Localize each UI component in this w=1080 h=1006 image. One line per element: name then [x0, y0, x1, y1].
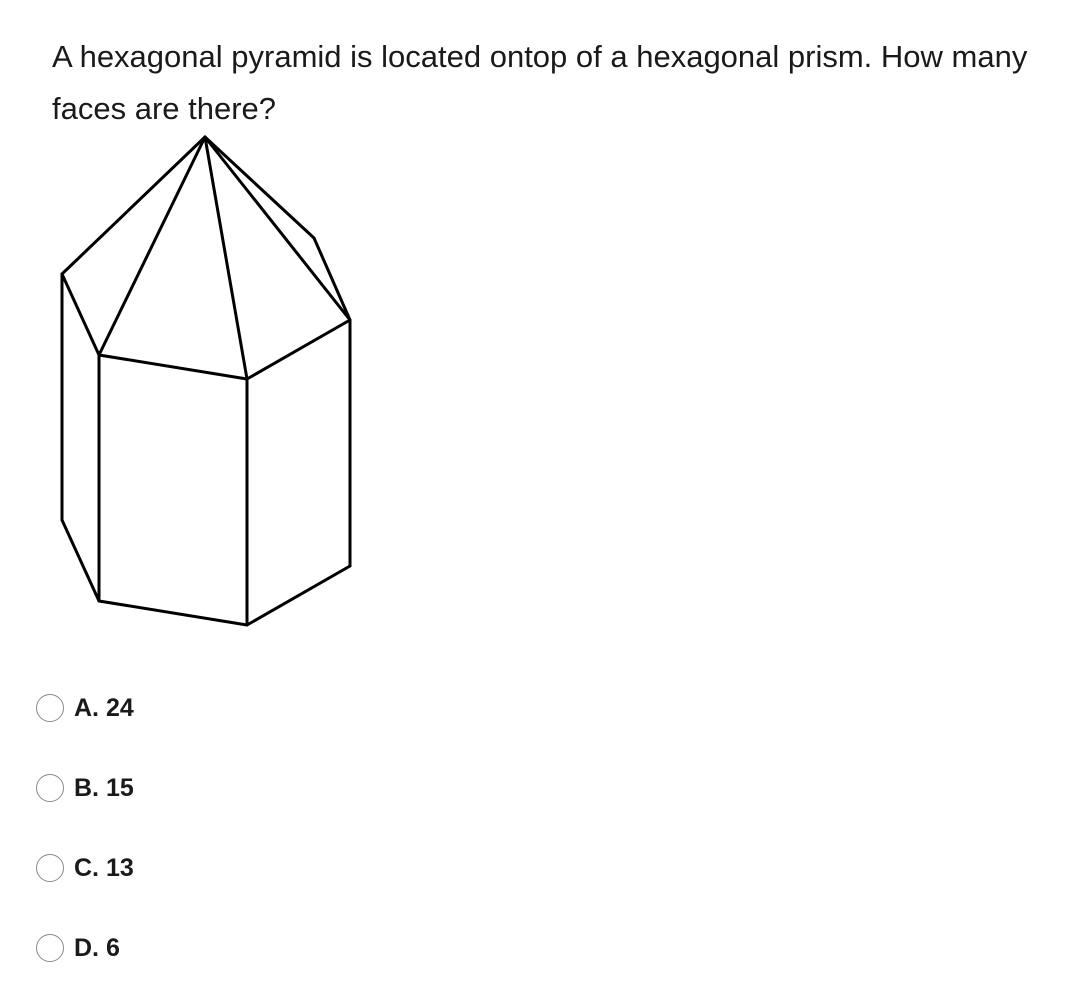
question-text: A hexagonal pyramid is located ontop of a hexagonal prism. How many faces are there? — [52, 39, 1028, 126]
choice-a[interactable] — [36, 686, 134, 730]
base-edge — [62, 274, 99, 355]
choice-b-label: B. 15 — [74, 773, 134, 802]
choice-c-label: C. 13 — [74, 853, 134, 882]
choice-a-label: A. 24 — [74, 693, 134, 722]
base-edge — [247, 320, 350, 379]
radio-button-b[interactable] — [36, 774, 64, 802]
radio-button-a[interactable] — [36, 694, 64, 722]
choice-d[interactable] — [36, 926, 134, 970]
choice-b[interactable] — [36, 766, 134, 810]
pyramid-edge — [205, 137, 247, 379]
radio-button-c[interactable] — [36, 854, 64, 882]
base-edge — [99, 355, 247, 379]
pyramid-edge — [62, 137, 205, 274]
radio-button-d[interactable] — [36, 934, 64, 962]
choice-c[interactable] — [36, 846, 134, 890]
pyramid-edge — [99, 137, 205, 355]
pyramid-edge — [205, 137, 350, 320]
choice-d-label: D. 6 — [74, 933, 120, 962]
prism-bottom-edges — [62, 520, 350, 625]
answer-choices — [36, 686, 134, 1006]
